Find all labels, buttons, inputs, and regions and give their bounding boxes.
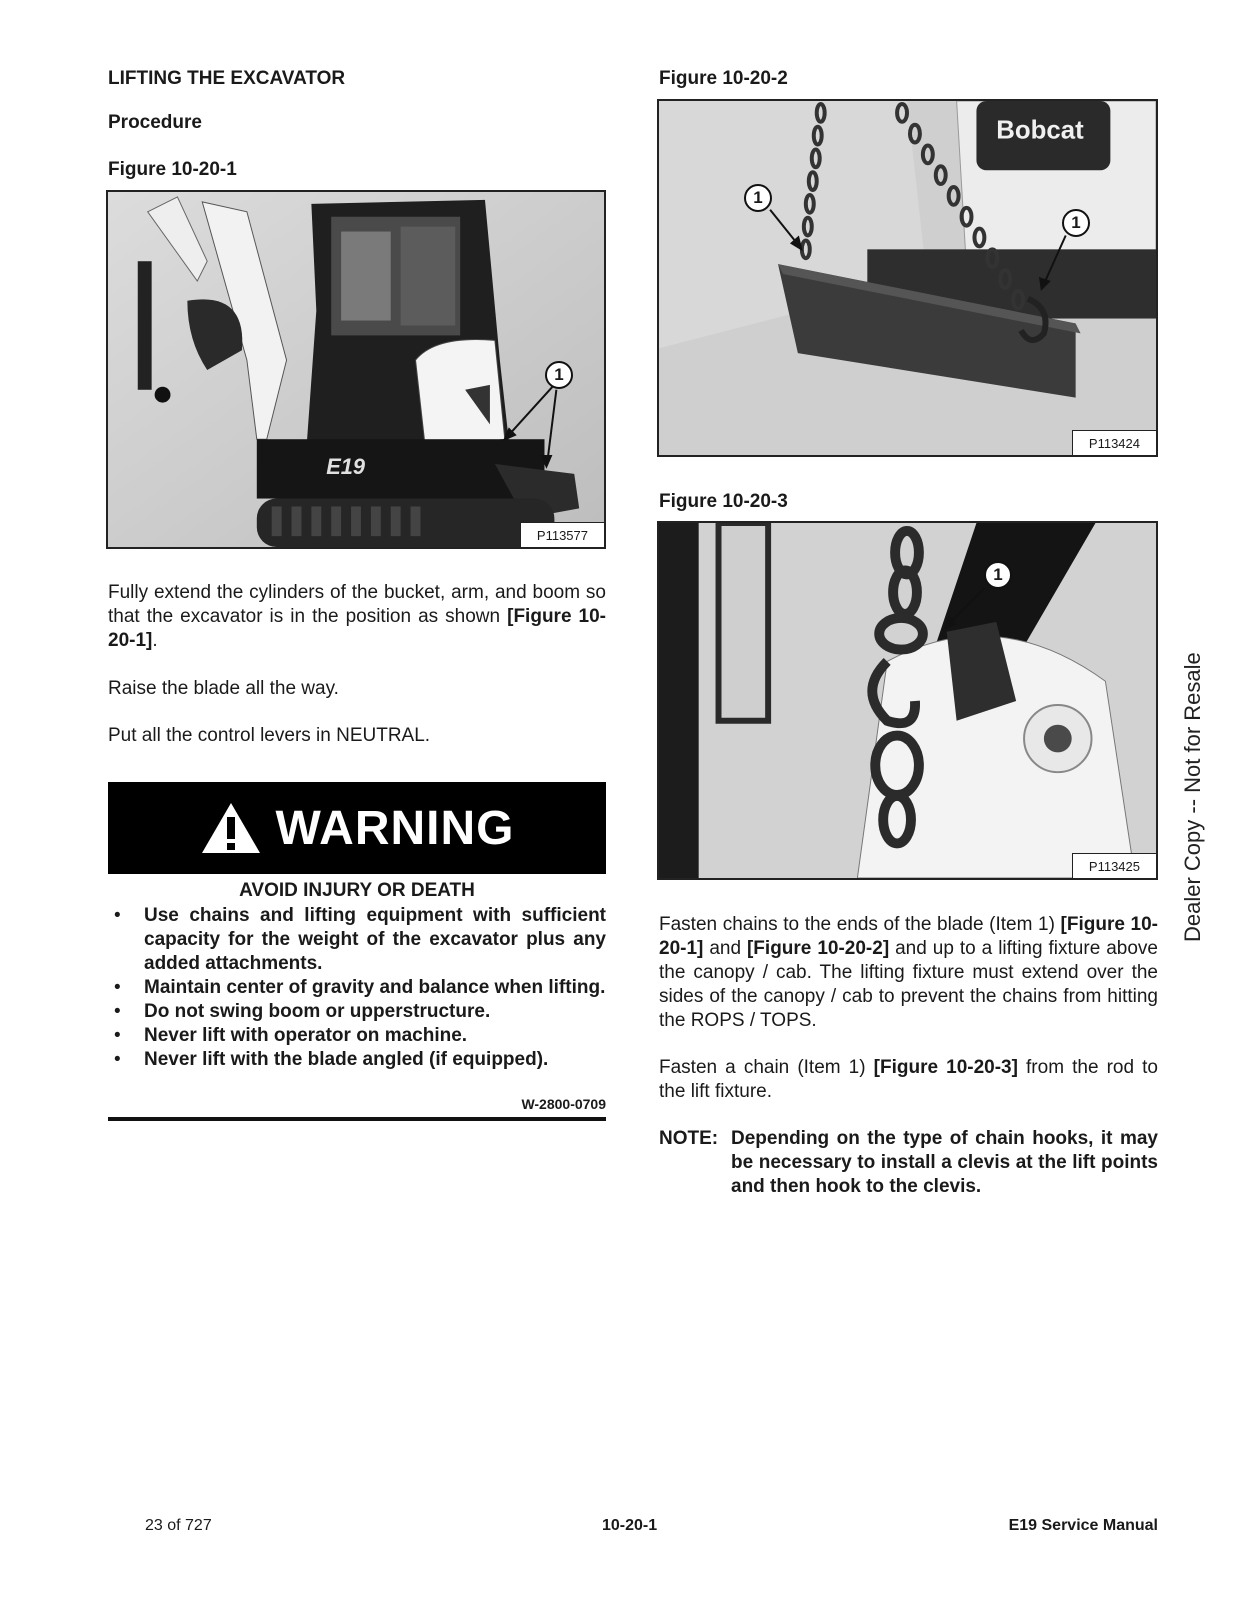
warning-item: • Do not swing boom or upperstructure. [108, 1000, 606, 1024]
p1-text: Fully extend the cylinders of the bucket, arm, and boom so that the excavator is in the position as shown [108, 582, 606, 627]
side-watermark: Dealer Copy -- Not for Resale [1180, 652, 1205, 942]
figure-1-title: Figure 10-20-1 [108, 159, 237, 180]
p1-end: . [152, 630, 158, 651]
figure-2-title: Figure 10-20-2 [659, 68, 788, 89]
p1-figure-ref: [Figure 10-20-1] [108, 606, 606, 651]
p4-figure-ref-1: [Figure 10-20-1] [659, 914, 1158, 959]
footer-page-count: 23 of 727 [145, 1517, 212, 1534]
warning-item: • Never lift with the blade angled (if equipped). [108, 1048, 606, 1072]
paragraph-extend-cylinders [108, 581, 606, 653]
paragraph-control-levers: Put all the control levers in NEUTRAL. [108, 725, 431, 746]
p4-figure-ref-2: [Figure 10-20-2] [746, 938, 890, 959]
figure-1-photo [106, 190, 606, 549]
footer-manual-title: E19 Service Manual [1008, 1517, 1158, 1534]
rod-chain-photo [659, 523, 1156, 878]
section-heading: LIFTING THE EXCAVATOR [108, 68, 346, 89]
paragraph-fasten-rod [659, 1056, 1158, 1104]
machine-model-label: E19 [326, 453, 366, 479]
warning-label: WARNING [275, 801, 515, 855]
p4-text-a: Fasten chains to the ends of the blade (Item 1) [659, 914, 1061, 935]
footer-page-number: 10-20-1 [602, 1517, 658, 1534]
figure-2-callout-right: 1 [1062, 209, 1090, 237]
blade-chain-photo [659, 101, 1156, 455]
figure-2-photo [657, 99, 1158, 457]
figure-1-photo-code: P113577 [520, 522, 605, 548]
note-block [659, 1127, 1158, 1199]
figure-1-callout: 1 [545, 361, 573, 389]
warning-list-container [108, 904, 606, 1072]
excavator-lift-photo [108, 192, 604, 547]
warning-item: • Maintain center of gravity and balance when lifting. [108, 976, 606, 1000]
warning-code: W-2800-0709 [521, 1096, 606, 1112]
figure-3-photo [657, 521, 1158, 880]
p5-figure-ref: [Figure 10-20-3] [873, 1057, 1018, 1078]
figure-3-title: Figure 10-20-3 [659, 491, 788, 512]
warning-list [108, 904, 606, 1072]
warning-title: AVOID INJURY OR DEATH [239, 880, 475, 901]
warning-item: • Use chains and lifting equipment with sufficient capacity for the weight of the excavator plus any added attachments. [108, 904, 606, 976]
p5-text-a: Fasten a chain (Item 1) [659, 1057, 874, 1078]
p5-text-b: from the rod to the lift fixture. [659, 1057, 1158, 1102]
figure-3-photo-code: P113425 [1072, 853, 1157, 879]
procedure-subheading: Procedure [108, 112, 202, 133]
paragraph-raise-blade: Raise the blade all the way. [108, 678, 339, 699]
warning-divider [108, 1117, 606, 1121]
note-label: NOTE: [659, 1128, 719, 1149]
warning-item: • Never lift with operator on machine. [108, 1024, 606, 1048]
paragraph-fasten-chains [659, 913, 1158, 1033]
warning-triangle-icon [200, 801, 262, 855]
bobcat-logo-text: Bobcat [996, 116, 1084, 145]
note-text: Depending on the type of chain hooks, it may be necessary to install a clevis at the lift points and then hook to the clevis. [731, 1128, 1158, 1197]
p4-text-b: and [703, 938, 747, 959]
figure-2-photo-code: P113424 [1072, 430, 1157, 456]
figure-3-callout: 1 [984, 561, 1012, 589]
figure-2-callout-left: 1 [744, 184, 772, 212]
p4-text-c: and up to a lifting fixture above the canopy / cab. The lifting fixture must extend over the sides of the canopy / cab to prevent the chains from hitting the ROPS / TOPS. [659, 938, 1158, 1031]
warning-banner [108, 782, 606, 874]
